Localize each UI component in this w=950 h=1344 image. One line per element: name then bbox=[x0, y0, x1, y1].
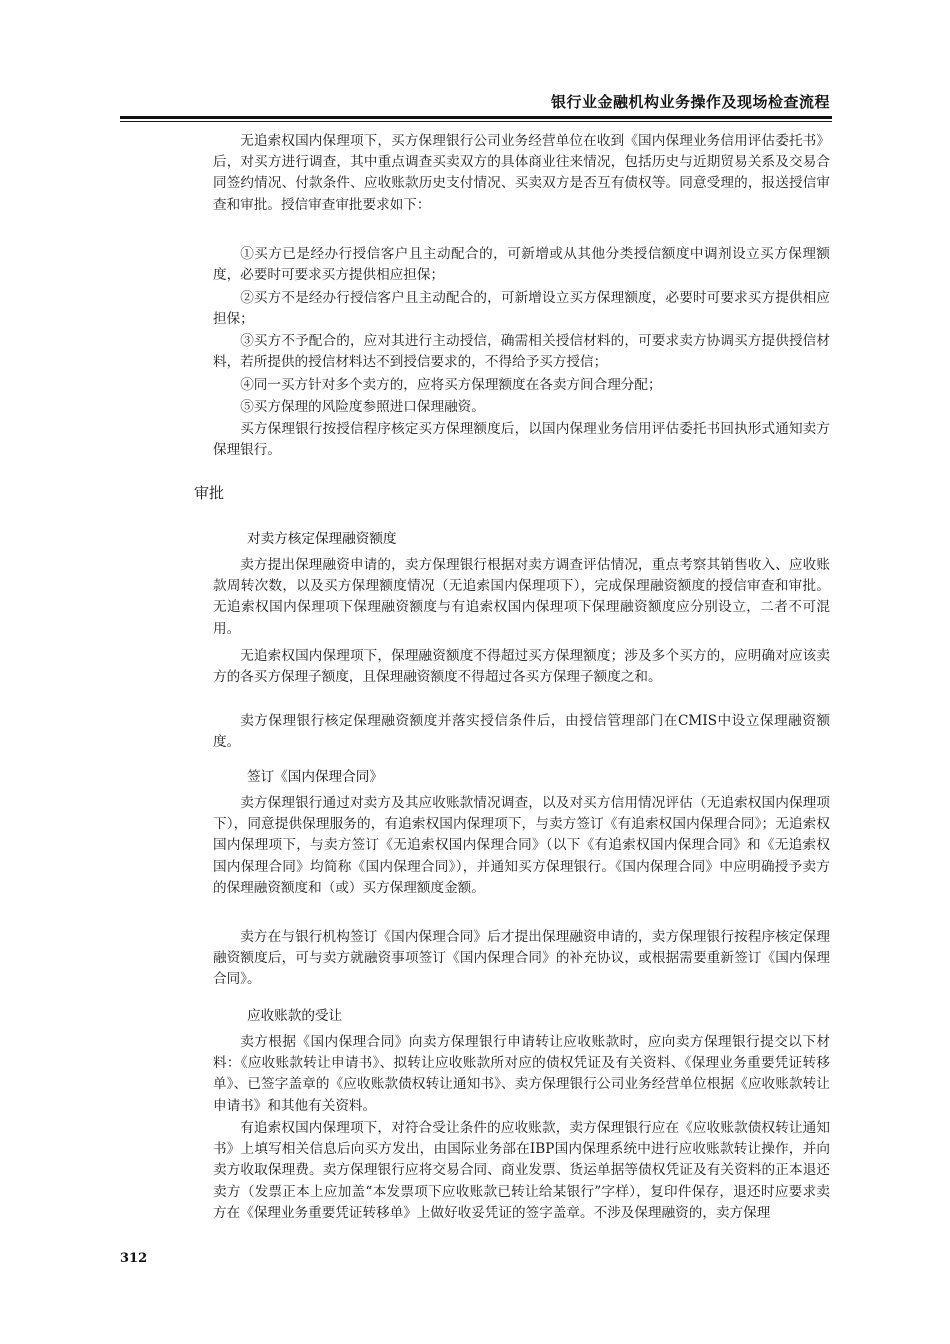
intro-paragraph-5 bbox=[213, 375, 830, 396]
intro-paragraph-4 bbox=[213, 331, 830, 373]
intro-paragraph-2 bbox=[213, 244, 830, 286]
subsection-1-paragraph-2 bbox=[213, 646, 830, 688]
paragraph: ①买方已是经办行授信客户且主动配合的，可新增或从其他分类授信额度中调剂设立买方保理额度，必要时可要求买方提供相应担保； bbox=[213, 246, 830, 284]
paragraph: 卖方提出保理融资申请的，卖方保理银行根据对卖方调查评估情况，重点考察其销售收入、应收账款周转次数，以及买方保理额度情况（无追索国内保理项下），完成保理融资额度的授信审查和审批。无追索权国内保理项下保理融资额度与有追索权国内保理项下保理融资额度应分别设立，二者不可混用。 bbox=[213, 557, 830, 637]
header-rule-thin bbox=[120, 121, 832, 122]
page-number: 312 bbox=[120, 1251, 148, 1266]
paragraph: 买方保理银行按授信程序核定买方保理额度后，以国内保理业务信用评估委托书回执形式通知卖方保理银行。 bbox=[213, 421, 830, 459]
paragraph: ②买方不是经办行授信客户且主动配合的，可新增设立买方保理额度，必要时可要求买方提供相应担保； bbox=[213, 290, 830, 328]
header-rule-thick bbox=[120, 116, 832, 119]
subsection-1-paragraph-3 bbox=[213, 711, 830, 753]
subsection-3-paragraph-1 bbox=[213, 1032, 830, 1117]
paragraph: ⑤买方保理的风险度参照进口保理融资。 bbox=[240, 399, 485, 415]
intro-paragraph-7 bbox=[213, 419, 830, 461]
subsection-heading-2: 签订《国内保理合同》 bbox=[247, 769, 383, 785]
subsection-heading-3: 应收账款的受让 bbox=[247, 1008, 343, 1024]
header-title: 银行业金融机构业务操作及现场检查流程 bbox=[550, 93, 830, 111]
paragraph: 有追索权国内保理项下，对符合受让条件的应收账款，卖方保理银行应在《应收账款债权转让通知书》上填写相关信息后向买方发出，由国际业务部在IBP国内保理系统中进行应收账款转让操作，并向卖方收取保理费。卖方保理银行应将交易合同、商业发票、货运单据等债权凭证及有关资料的正本退还卖方（发票正本上应加盖“本发票项下应收账款已转让给某银行”字样），复印件保存，退还时应要求卖方在《保理业务重要凭证转移单》上做好收妥凭证的签字盖章。不涉及保理融资的，卖方保理 bbox=[213, 1120, 830, 1221]
paragraph: 卖方保理银行核定保理融资额度并落实授信条件后，由授信管理部门在CMIS中设立保理融资额度。 bbox=[213, 713, 830, 751]
subsection-2-paragraph-2 bbox=[213, 927, 830, 991]
section-heading: 审批 bbox=[194, 484, 225, 502]
subsection-heading-1: 对卖方核定保理融资额度 bbox=[247, 531, 397, 547]
intro-paragraph-6 bbox=[213, 397, 830, 418]
paragraph: 无追索权国内保理项下，保理融资额度不得超过买方保理额度；涉及多个买方的，应明确对应该卖方的各买方保理子额度，且保理融资额度不得超过各买方保理子额度之和。 bbox=[213, 648, 830, 686]
paragraph: ④同一买方针对多个卖方的，应将买方保理额度在各卖方间合理分配； bbox=[240, 377, 662, 393]
subsection-3-paragraph-2 bbox=[213, 1118, 830, 1224]
subsection-2-paragraph-1 bbox=[213, 793, 830, 899]
subsection-1-paragraph-1 bbox=[213, 555, 830, 640]
intro-paragraph-1 bbox=[213, 131, 830, 216]
intro-paragraph-3 bbox=[213, 288, 830, 330]
paragraph: 卖方在与银行机构签订《国内保理合同》后才提出保理融资申请的，卖方保理银行按程序核定保理融资额度后，可与卖方就融资事项签订《国内保理合同》的补充协议，或根据需要重新签订《国内保理合同》。 bbox=[213, 929, 830, 988]
paragraph: 卖方保理银行通过对卖方及其应收账款情况调查，以及对买方信用情况评估（无追索权国内保理项下），同意提供保理服务的，有追索权国内保理项下，与卖方签订《有追索权国内保理合同》；无追索权国内保理项下，与卖方签订《无追索权国内保理合同》（以下《有追索权国内保理合同》和《无追索权国内保理合同》均简称《国内保理合同》），并通知买方保理银行。《国内保理合同》中应明确授予卖方的保理融资额度和（或）买方保理额度金额。 bbox=[213, 795, 830, 896]
paragraph: ③买方不予配合的，应对其进行主动授信，确需相关授信材料的，可要求卖方协调买方提供授信材料，若所提供的授信材料达不到授信要求的，不得给予买方授信； bbox=[213, 333, 830, 371]
paragraph: 无追索权国内保理项下，买方保理银行公司业务经营单位在收到《国内保理业务信用评估委托书》后，对买方进行调查，其中重点调查买卖双方的具体商业往来情况，包括历史与近期贸易关系及交易合同签约情况、付款条件、应收账款历史支付情况、买卖双方是否互有债权等。同意受理的，报送授信审查和审批。授信审查审批要求如下： bbox=[213, 133, 830, 213]
paragraph: 卖方根据《国内保理合同》向卖方保理银行申请转让应收账款时，应向卖方保理银行提交以下材料：《应收账款转让申请书》、拟转让应收账款所对应的债权凭证及有关资料、《保理业务重要凭证转移单》、已签字盖章的《应收账款债权转让通知书》、卖方保理银行公司业务经营单位根据《应收账款转让申请书》和其他有关资料。 bbox=[213, 1034, 830, 1114]
